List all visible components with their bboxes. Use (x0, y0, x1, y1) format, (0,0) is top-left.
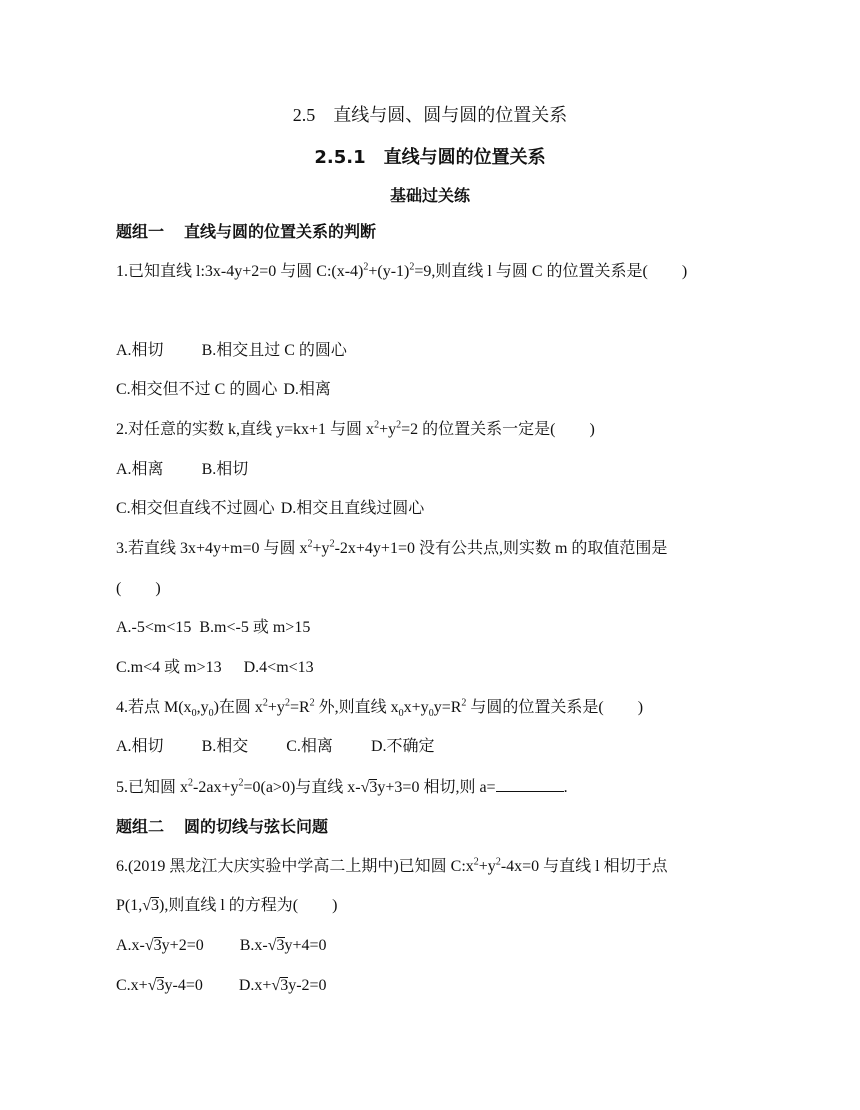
text: -2ax+y (193, 779, 239, 796)
text: ) (332, 897, 338, 914)
text: y+3=0 相切,则 a= (377, 779, 496, 796)
text: +(y-1) (368, 263, 410, 280)
text: . (563, 779, 568, 796)
subscript: 0 (191, 708, 197, 720)
radicand: 3 (151, 897, 160, 914)
radicand: 3 (280, 977, 289, 994)
option-d[interactable] (239, 977, 327, 994)
radicand: 3 (276, 937, 285, 954)
text: C.x+ (116, 977, 148, 994)
superscript: 2 (495, 856, 501, 868)
radicand: 3 (369, 779, 378, 796)
question-4-options (116, 737, 435, 757)
question-5-stem (116, 777, 568, 798)
text: P(1, (116, 897, 143, 914)
option-b[interactable]: B.相交 (201, 738, 249, 755)
superscript: 2 (188, 777, 194, 789)
sqrt-icon: √3 (271, 977, 289, 994)
superscript: 2 (284, 697, 290, 709)
option-b[interactable]: B.相交且过 C 的圆心 (201, 342, 347, 359)
subscript: 0 (398, 708, 404, 720)
group-heading-1 (116, 222, 376, 242)
text: 3.若直线 3x+4y+m=0 与圆 x (116, 540, 308, 557)
text: 外,则直线 x (314, 699, 399, 716)
text: ,y (196, 699, 209, 716)
question-1-options-row1 (116, 341, 347, 361)
text: ( (116, 580, 122, 597)
question-4-stem (116, 698, 643, 718)
superscript: 2 (473, 856, 479, 868)
subscript: 0 (428, 708, 434, 720)
superscript: 2 (307, 538, 313, 550)
question-3-options-row1 (116, 618, 310, 638)
text: y+2=0 (161, 937, 204, 954)
sqrt-icon: √3 (267, 937, 285, 954)
text: y-4=0 (164, 977, 203, 994)
text: y+4=0 (284, 937, 327, 954)
subsection-title (0, 143, 860, 169)
text: D.x+ (238, 977, 272, 994)
group-name: 圆的切线与弦长问题 (184, 817, 329, 836)
text: y=R (433, 699, 462, 716)
option-c[interactable]: C.相交但直线不过圆心 (116, 500, 275, 517)
option-a[interactable]: A.-5<m<15 (116, 619, 192, 636)
text: =0(a>0)与直线 x- (243, 779, 361, 796)
question-3-stem (116, 539, 667, 559)
text: +y (312, 540, 330, 557)
superscript: 2 (262, 697, 268, 709)
group-label: 题组二 (116, 817, 165, 836)
practice-heading: 基础过关练 (389, 186, 470, 205)
question-2-options-row1 (116, 460, 248, 480)
subscript: 0 (208, 708, 214, 720)
sqrt-icon: √3 (144, 937, 162, 954)
text: 1.已知直线 l:3x-4y+2=0 与圆 C:(x-4) (116, 263, 364, 280)
text: +y (478, 858, 496, 875)
text: x+y (403, 699, 429, 716)
option-a[interactable] (116, 937, 204, 954)
group-label: 题组一 (116, 222, 165, 241)
text: =R (289, 699, 310, 716)
question-3-options-row2 (116, 658, 314, 678)
subsection-name: 直线与圆的位置关系 (383, 147, 546, 168)
option-d[interactable]: D.4<m<13 (243, 659, 314, 676)
question-1-stem (116, 262, 687, 282)
superscript: 2 (374, 419, 380, 431)
option-d[interactable]: D.不确定 (370, 738, 435, 755)
text: =2 的位置关系一定是( (401, 421, 556, 438)
text: ) (589, 421, 595, 438)
text: y-2=0 (288, 977, 327, 994)
radicand: 3 (153, 937, 162, 954)
answer-blank[interactable] (496, 777, 564, 792)
text: )在圆 x (213, 699, 263, 716)
question-6-options-row2 (116, 976, 327, 996)
option-a[interactable]: A.相切 (116, 738, 164, 755)
option-b[interactable] (240, 937, 327, 954)
text: ) (155, 580, 161, 597)
question-2-options-row2 (116, 499, 424, 519)
question-6-stem-line1 (116, 857, 668, 877)
superscript: 2 (238, 777, 244, 789)
option-b[interactable]: B.相切 (201, 461, 249, 478)
question-2-stem (116, 420, 595, 440)
superscript: 2 (396, 419, 402, 431)
option-a[interactable]: A.相离 (116, 461, 164, 478)
text: 5.已知圆 x (116, 779, 189, 796)
superscript: 2 (409, 261, 415, 273)
superscript: 2 (461, 697, 467, 709)
radicand: 3 (156, 977, 165, 994)
text: ) (681, 263, 688, 280)
question-1-options-row2 (116, 380, 331, 400)
text: 6.(2019 黑龙江大庆实验中学高二上期中)已知圆 C:x (116, 858, 474, 875)
option-c[interactable] (116, 977, 203, 994)
section-name: 直线与圆、圆与圆的位置关系 (333, 105, 568, 125)
text: -2x+4y+1=0 没有公共点,则实数 m 的取值范围是 (334, 540, 668, 557)
option-d[interactable]: D.相离 (283, 381, 331, 398)
superscript: 2 (363, 261, 369, 273)
option-c[interactable]: C.相离 (286, 738, 333, 755)
section-title (0, 101, 860, 127)
text: A.x- (116, 937, 145, 954)
sqrt-icon: √3 (142, 897, 160, 914)
option-b[interactable]: B.m<-5 或 m>15 (199, 619, 311, 636)
text: ) (637, 699, 644, 716)
option-a[interactable]: A.相切 (116, 342, 164, 359)
option-d[interactable]: D.相交且直线过圆心 (280, 500, 425, 517)
group-heading-2 (116, 817, 328, 837)
option-c[interactable]: C.m<4 或 m>13 (116, 659, 222, 676)
text: 2.对任意的实数 k,直线 y=kx+1 与圆 x (116, 421, 375, 438)
question-6-stem-line2 (116, 896, 337, 916)
group-name: 直线与圆的位置关系的判断 (184, 222, 377, 241)
text: 与圆的位置关系是( (466, 699, 604, 716)
text: =9,则直线 l 与圆 C 的位置关系是( (414, 263, 648, 280)
text: B.x- (239, 937, 268, 954)
question-6-options-row1 (116, 936, 327, 956)
subsection-number: 2.5.1 (314, 147, 366, 168)
text: +y (267, 699, 285, 716)
text: ),则直线 l 的方程为( (159, 897, 299, 914)
superscript: 2 (309, 697, 315, 709)
option-c[interactable]: C.相交但不过 C 的圆心 (116, 381, 278, 398)
superscript: 2 (329, 538, 335, 550)
sqrt-icon: √3 (360, 779, 378, 796)
section-number: 2.5 (292, 105, 316, 125)
text: 4.若点 M(x (116, 699, 192, 716)
sqrt-icon: √3 (147, 977, 165, 994)
question-3-answer-paren (116, 579, 161, 599)
text: +y (379, 421, 397, 438)
text: -4x=0 与直线 l 相切于点 (500, 858, 668, 875)
